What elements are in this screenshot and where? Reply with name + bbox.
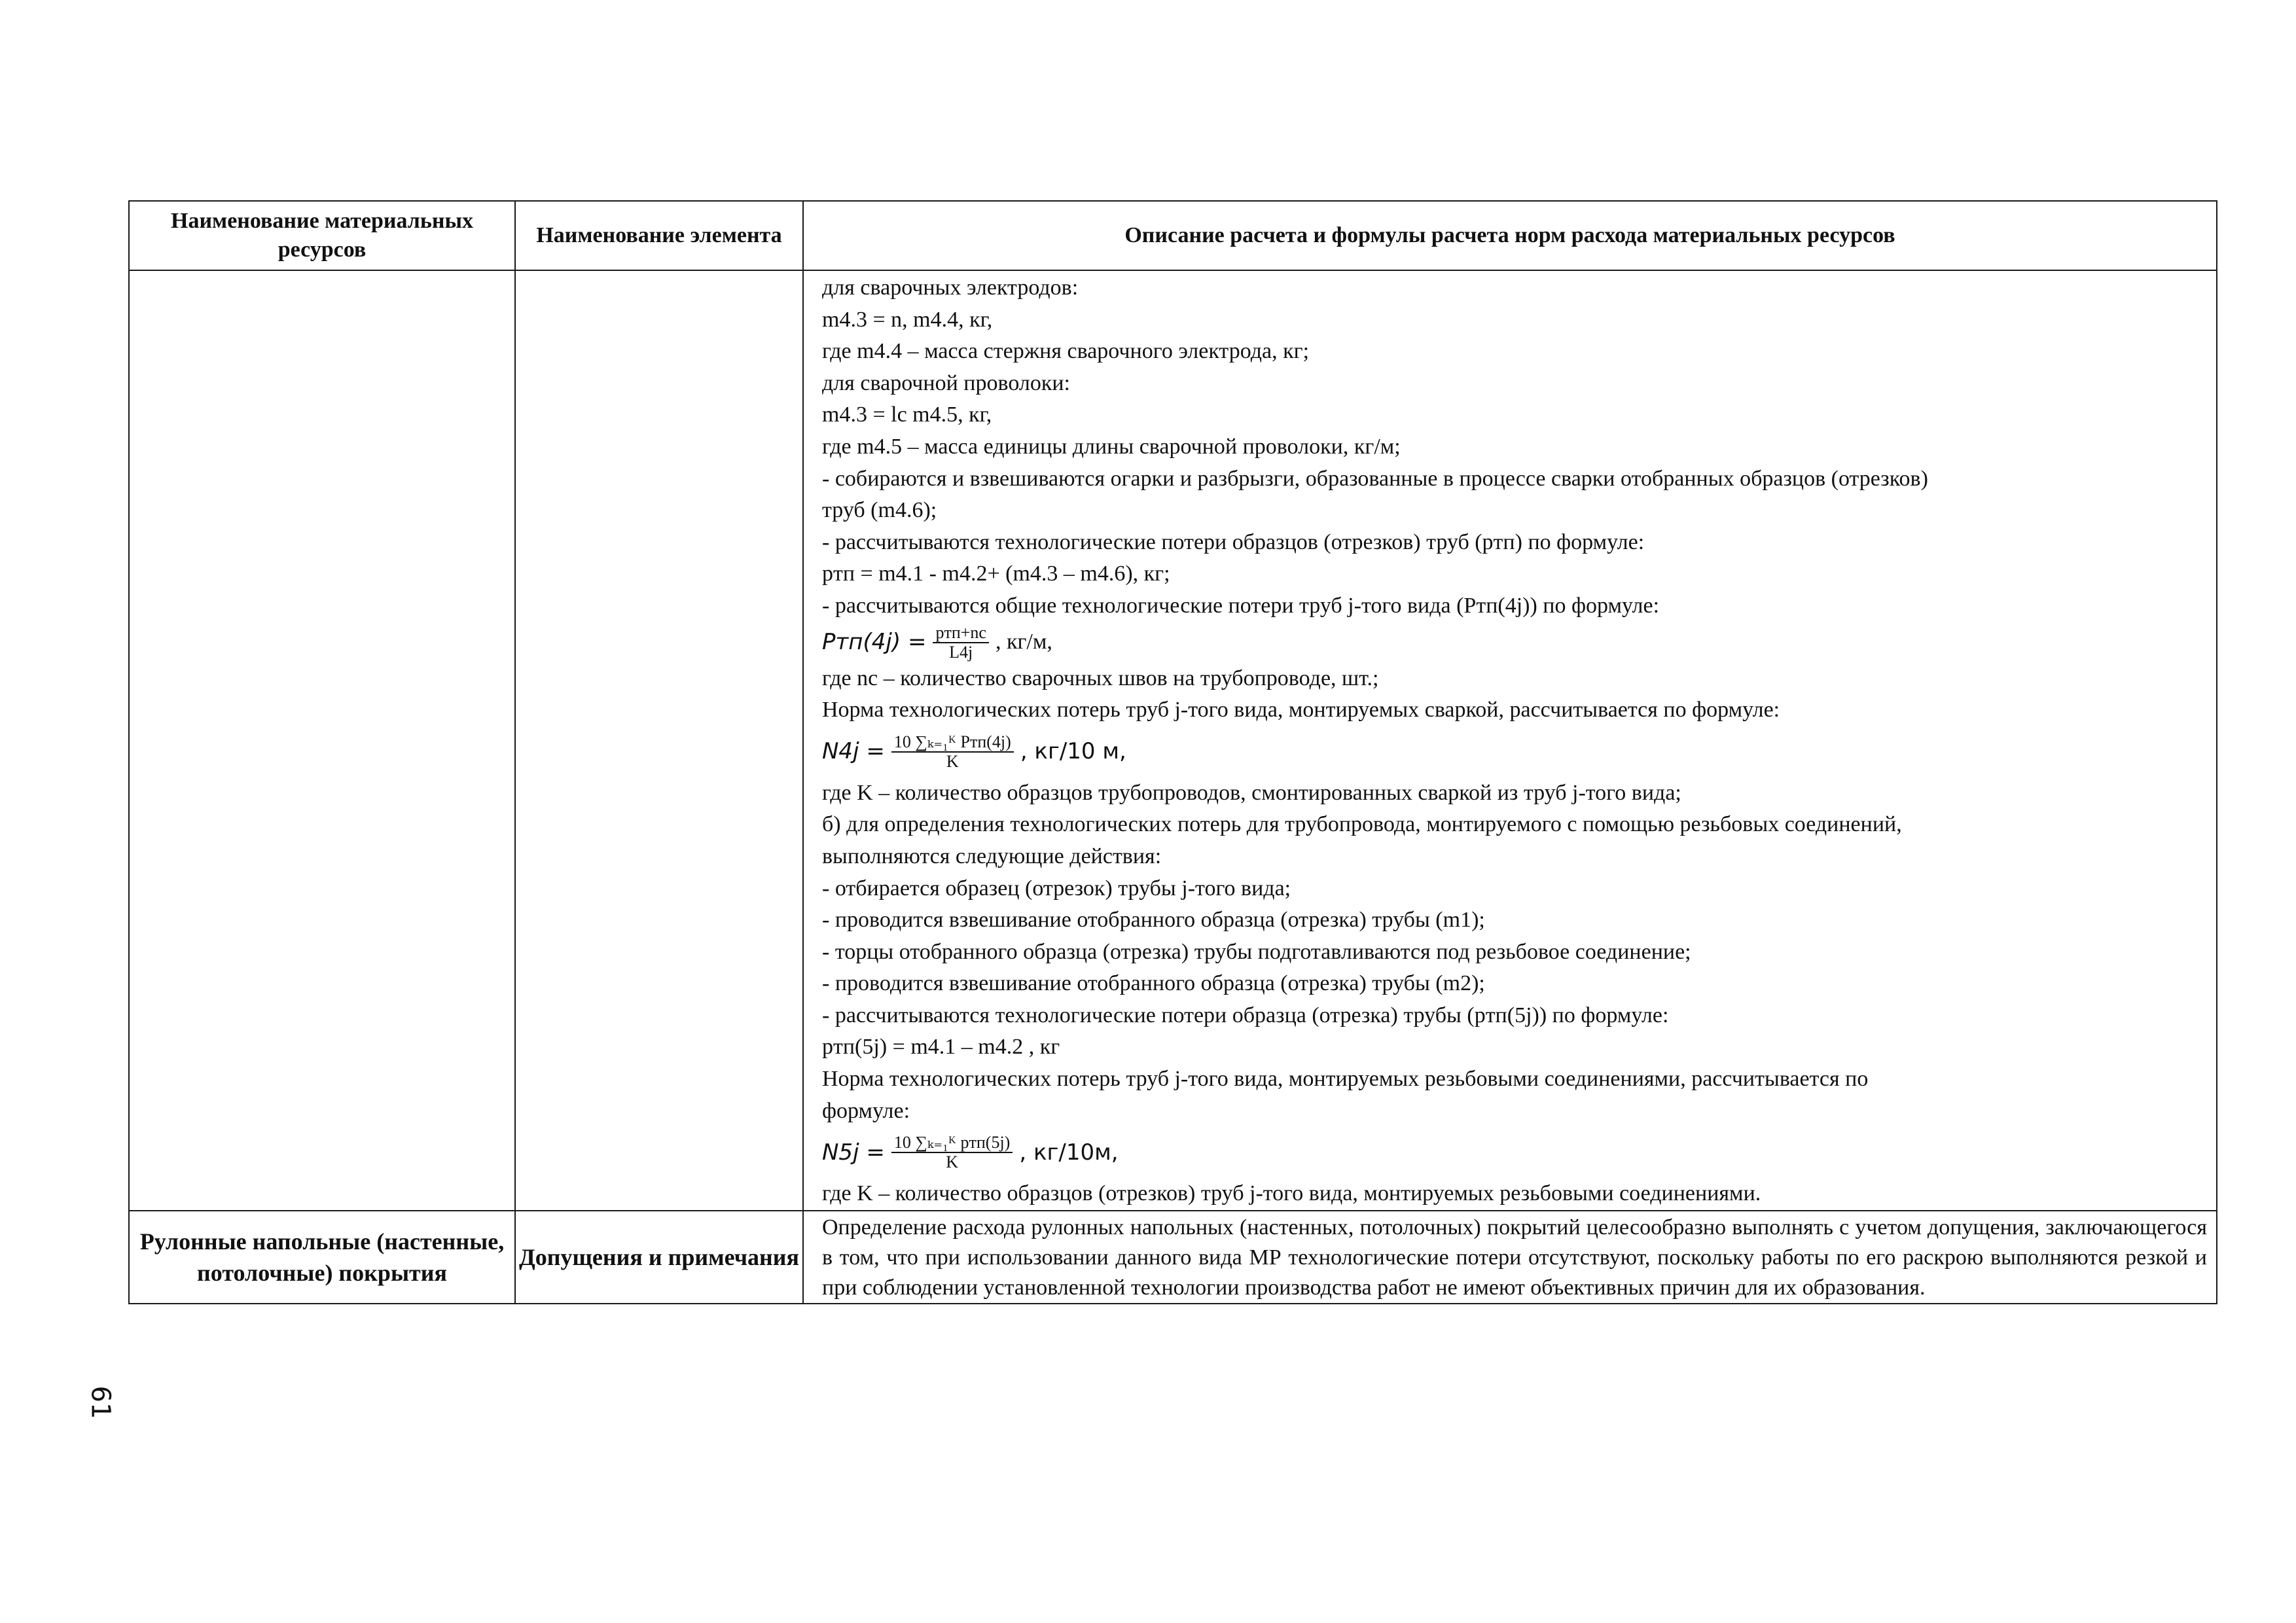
text-line: б) для определения технологических потерь для трубопровода, монтируемого с помощью резьбовых соединений,	[822, 812, 1902, 837]
formula-fraction	[933, 624, 988, 662]
table-row	[129, 1211, 2217, 1304]
formula-fraction	[891, 1133, 1013, 1171]
text-line: где m4.4 – масса стержня сварочного электрода, кг;	[822, 339, 1310, 364]
formula-lhs: N4j =	[822, 738, 885, 765]
formula-fraction	[891, 733, 1014, 771]
formula-numerator: pтп+nc	[933, 624, 988, 643]
text-line: - рассчитываются общие технологические потери труб j-того вида (Pтп(4j)) по формуле:	[822, 593, 1660, 618]
page-number: 61	[85, 1385, 116, 1419]
formula-ptp4j	[822, 622, 2210, 663]
text-line: формуле:	[822, 1098, 910, 1123]
cell-element: Допущения и примечания	[515, 1211, 803, 1304]
text-line: для сварочной проволоки:	[822, 370, 1070, 395]
formula-denominator: K	[946, 751, 959, 771]
text-line: - отбирается образец (отрезок) трубы j-того вида;	[822, 876, 1291, 901]
text-line: pтп(5j) = m4.1 – m4.2 , кг	[822, 1035, 1060, 1060]
formula-denominator: K	[946, 1152, 958, 1172]
formula-numerator: 10 ∑ₖ₌₁ᴷ Pтп(4j)	[891, 733, 1014, 753]
formula-n4j	[822, 726, 2210, 777]
text-line: где m4.5 – масса единицы длины сварочной проволоки, кг/м;	[822, 434, 1401, 459]
text-line: где nc – количество сварочных швов на трубопроводе, шт.;	[822, 666, 1379, 690]
text-line: Норма технологических потерь труб j-того вида, монтируемых резьбовыми соединениями, рассчитывается по	[822, 1067, 1869, 1092]
table-header-row	[129, 201, 2217, 270]
formula-unit: , кг/10 м,	[1020, 738, 1126, 765]
formula-lhs: N5j =	[822, 1139, 885, 1166]
text-line: - рассчитываются технологические потери образца (отрезка) трубы (pтп(5j)) по формуле:	[822, 1003, 1669, 1027]
cell-resource: Рулонные напольные (настенные, потолочные) покрытия	[129, 1211, 515, 1304]
header-element: Наименование элемента	[515, 201, 803, 270]
text-line: - рассчитываются технологические потери образцов (отрезков) труб (pтп) по формуле:	[822, 529, 1645, 554]
norms-table	[128, 200, 2217, 1304]
text-line: - собираются и взвешиваются огарки и разбрызги, образованные в процессе сварки отобранных образцов (отрезков)	[822, 466, 1928, 491]
formula-lhs: Pтп(4j) =	[822, 629, 927, 656]
formula-n5j	[822, 1127, 2210, 1178]
cell-element	[515, 270, 803, 1211]
formula-denominator: L4j	[949, 642, 973, 662]
formula-numerator: 10 ∑ₖ₌₁ᴷ pтп(5j)	[891, 1133, 1013, 1153]
text-line: - торцы отобранного образца (отрезка) трубы подготавливаются под резьбовое соединение;	[822, 939, 1691, 964]
text-line: труб (m4.6);	[822, 498, 937, 523]
header-description: Описание расчета и формулы расчета норм расхода материальных ресурсов	[803, 201, 2217, 270]
text-line: Норма технологических потерь труб j-того вида, монтируемых сваркой, рассчитывается по формуле:	[822, 698, 1780, 722]
text-line: - проводится взвешивание отобранного образца (отрезка) трубы (m1);	[822, 908, 1485, 933]
text-line: m4.3 = lс m4.5, кг,	[822, 402, 992, 427]
formula-unit: , кг/10м,	[1019, 1139, 1119, 1166]
text-line: где K – количество образцов трубопроводов, смонтированных сваркой из труб j-того вида;	[822, 780, 1681, 805]
text-line: для сварочных электродов:	[822, 276, 1079, 300]
cell-description	[803, 270, 2217, 1211]
formula-unit: , кг/м,	[995, 630, 1052, 654]
table-row	[129, 270, 2217, 1211]
text-line: - проводится взвешивание отобранного образца (отрезка) трубы (m2);	[822, 971, 1485, 996]
cell-resource	[129, 270, 515, 1211]
text-line: m4.3 = n, m4.4, кг,	[822, 307, 993, 332]
cell-description: Определение расхода рулонных напольных (настенных, потолочных) покрытий целесообразно выполнять с учетом допущения, заключающегося в том, что при использовании данного вида МР технологические потери отсутствуют, поскольку работы по его раскрою выполняются резкой и при соблюдении установленной технологии производства работ не имеют объективных причин для их образования.	[803, 1211, 2217, 1304]
text-line: pтп = m4.1 - m4.2+ (m4.3 – m4.6), кг;	[822, 562, 1170, 586]
text-line: выполняются следующие действия:	[822, 844, 1162, 868]
header-resources: Наименование материальных ресурсов	[129, 201, 515, 270]
text-line: где K – количество образцов (отрезков) труб j-того вида, монтируемых резьбовыми соединениями.	[822, 1181, 1761, 1206]
